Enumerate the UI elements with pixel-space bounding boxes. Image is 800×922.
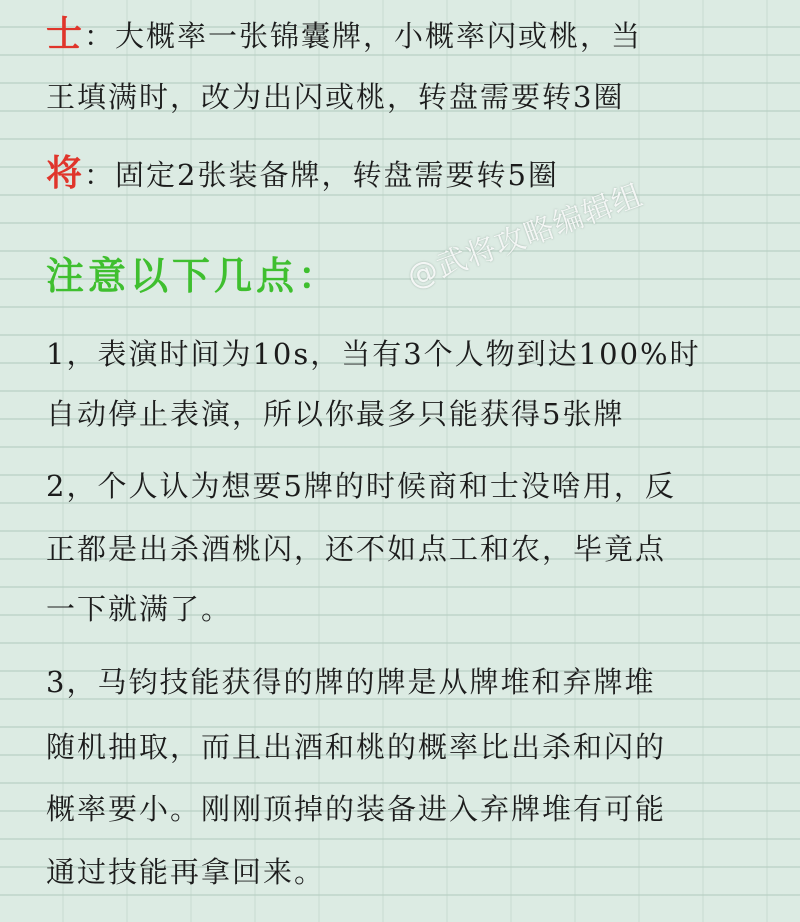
note-3-line-4: 通过技能再拿回来。 xyxy=(46,855,326,889)
jiang-text-1: ：固定2张装备牌，转盘需要转5圈 xyxy=(84,158,559,192)
note-1-line-2: 自动停止表演，所以你最多只能获得5张牌 xyxy=(46,397,625,431)
notes-heading: 注意以下几点： xyxy=(46,253,341,298)
note-1-line-1: 1，表演时间为10s，当有3个人物到达100%时 xyxy=(46,337,701,371)
jiang-role-label: 将 xyxy=(46,152,85,194)
note-3-line-2: 随机抽取，而且出酒和桃的概率比出杀和闪的 xyxy=(46,730,667,764)
note-2-line-3: 一下就满了。 xyxy=(46,592,233,626)
note-2-line-2: 正都是出杀酒桃闪，还不如点工和农，毕竟点 xyxy=(46,532,667,566)
shi-line-2: 王填满时，改为出闪或桃，转盘需要转3圈 xyxy=(46,80,625,114)
note-2-line-1: 2，个人认为想要5牌的时候商和士没啥用，反 xyxy=(46,469,676,503)
shi-text-1: ：大概率一张锦囊牌，小概率闪或桃，当 xyxy=(84,19,643,53)
shi-role-label: 士 xyxy=(46,13,85,55)
note-3-line-3: 概率要小。刚刚顶掉的装备进入弃牌堆有可能 xyxy=(46,792,667,826)
note-3-line-1: 3，马钧技能获得的牌的牌是从牌堆和弃牌堆 xyxy=(46,665,656,699)
jiang-line-1 xyxy=(46,152,559,194)
watermark: @武将攻略编辑组 xyxy=(402,177,648,296)
shi-line-1 xyxy=(46,13,643,55)
